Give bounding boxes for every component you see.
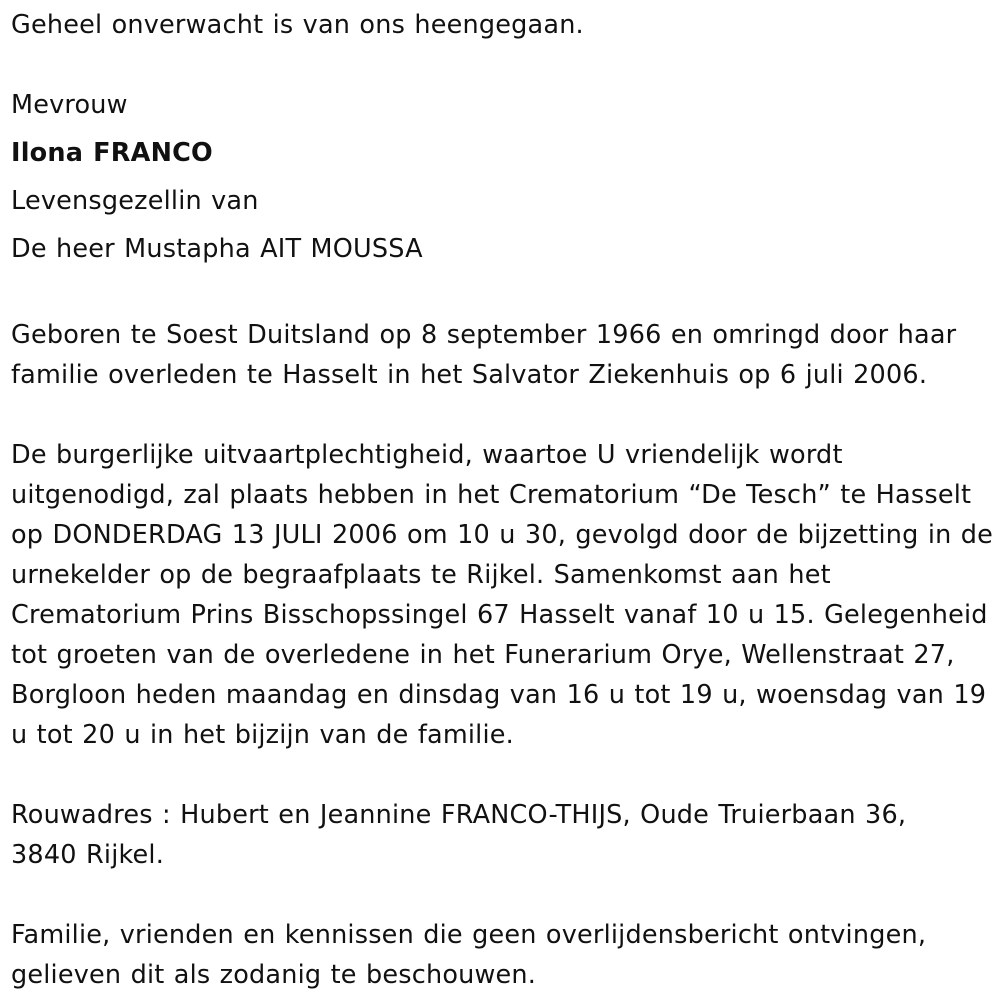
- ceremony-line: tot groeten van de overledene in het Funerarium Orye, Wellenstraat 27,: [11, 640, 955, 670]
- ceremony-line: op DONDERDAG 13 JULI 2006 om 10 u 30, gevolgd door de bijzetting in de: [11, 520, 994, 550]
- birth-paragraph: [11, 315, 996, 395]
- spacer: [11, 395, 996, 435]
- address-paragraph: [11, 795, 996, 875]
- ceremony-line: Crematorium Prins Bisschopssingel 67 Hasselt vanaf 10 u 15. Gelegenheid: [11, 600, 988, 630]
- partner-name: De heer Mustapha AIT MOUSSA: [11, 234, 423, 264]
- spacer: [11, 755, 996, 795]
- ceremony-line: uitgenodigd, zal plaats hebben in het Crematorium “De Tesch” te Hasselt: [11, 480, 972, 510]
- ceremony-line: urnekelder op de begraafplaats te Rijkel. Samenkomst aan het: [11, 560, 831, 590]
- obituary-notice: [11, 0, 996, 995]
- relation-line: Levensgezellin van: [11, 186, 259, 216]
- honorific: Mevrouw: [11, 90, 128, 120]
- address-line: 3840 Rijkel.: [11, 840, 165, 870]
- address-line: Rouwadres : Hubert en Jeannine FRANCO-THIJS, Oude Truierbaan 36,: [11, 800, 907, 830]
- closing-line: Familie, vrienden en kennissen die geen overlijdensbericht ontvingen,: [11, 920, 927, 950]
- ceremony-line: Borgloon heden maandag en dinsdag van 16 u tot 19 u, woensdag van 19: [11, 680, 987, 710]
- ceremony-paragraph: [11, 435, 996, 755]
- spacer: [11, 875, 996, 915]
- birth-line: familie overleden te Hasselt in het Salvator Ziekenhuis op 6 juli 2006.: [11, 360, 928, 390]
- intro-line: Geheel onverwacht is van ons heengegaan.: [11, 10, 584, 40]
- deceased-name: Ilona FRANCO: [11, 138, 213, 168]
- ceremony-line: u tot 20 u in het bijzijn van de familie.: [11, 720, 514, 750]
- spacer: [11, 269, 996, 309]
- closing-line: gelieven dit als zodanig te beschouwen.: [11, 960, 537, 990]
- closing-paragraph: [11, 915, 996, 995]
- spacer: [11, 45, 996, 85]
- birth-line: Geboren te Soest Duitsland op 8 september 1966 en omringd door haar: [11, 320, 957, 350]
- ceremony-line: De burgerlijke uitvaartplechtigheid, waartoe U vriendelijk wordt: [11, 440, 843, 470]
